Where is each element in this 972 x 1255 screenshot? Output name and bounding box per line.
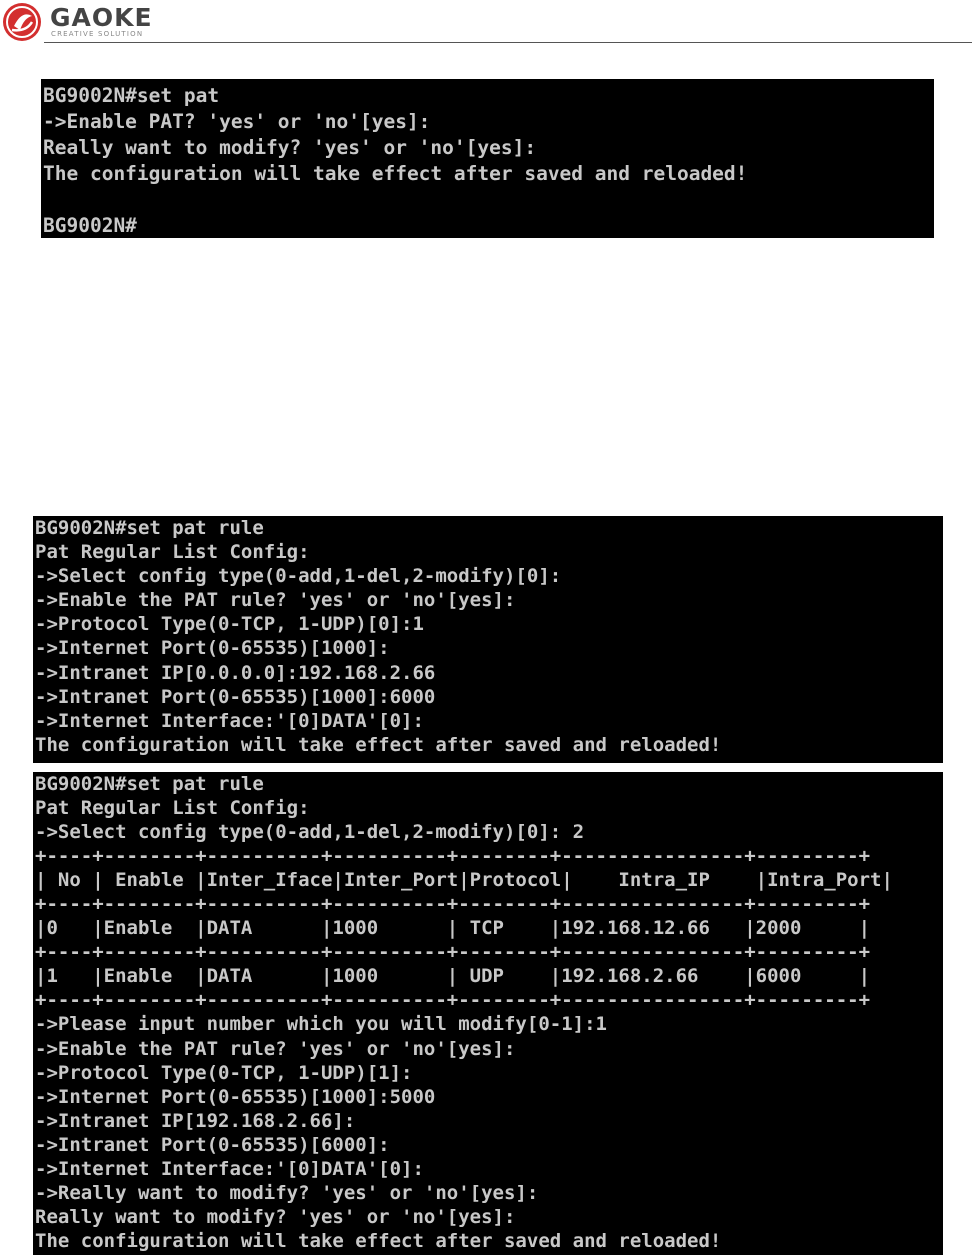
terminal-line: ->Protocol Type(0-TCP, 1-UDP)[1]: bbox=[35, 1061, 413, 1084]
terminal-line: ->Please input number which you will modify[0-1]:1 bbox=[35, 1013, 607, 1036]
table-header-row: | No | Enable |Inter_Iface|Inter_Port|Protocol| Intra_IP |Intra_Port| bbox=[35, 869, 893, 892]
terminal-set-pat-rule-add bbox=[33, 516, 943, 763]
terminal-line: ->Really want to modify? 'yes' or 'no'[yes]: bbox=[35, 1181, 539, 1204]
terminal-line: ->Enable PAT? 'yes' or 'no'[yes]: bbox=[43, 110, 431, 133]
terminal-line: ->Intranet IP[192.168.2.66]: bbox=[35, 1109, 356, 1132]
terminal-line: ->Intranet Port(0-65535)[1000]:6000 bbox=[35, 685, 436, 708]
page-header bbox=[0, 0, 972, 44]
terminal-line: ->Internet Interface:'[0]DATA'[0]: bbox=[35, 1157, 424, 1180]
table-row: |0 |Enable |DATA |1000 | TCP |192.168.12.66 |2000 | bbox=[35, 917, 871, 940]
terminal-line: ->Intranet Port(0-65535)[6000]: bbox=[35, 1133, 390, 1156]
terminal-line: Pat Regular List Config: bbox=[35, 797, 310, 820]
terminal-line: ->Select config type(0-add,1-del,2-modify)[0]: 2 bbox=[35, 821, 585, 844]
terminal-line: The configuration will take effect after saved and reloaded! bbox=[35, 1229, 722, 1252]
terminal-line: BG9002N#set pat rule bbox=[35, 517, 264, 539]
terminal-line: ->Internet Port(0-65535)[1000]:5000 bbox=[35, 1085, 436, 1108]
terminal-line bbox=[43, 187, 934, 213]
table-row: |1 |Enable |DATA |1000 | UDP |192.168.2.66 |6000 | bbox=[35, 965, 871, 988]
brand-name: GAOKE bbox=[50, 3, 153, 32]
terminal-set-pat-rule-modify bbox=[33, 772, 943, 1255]
terminal-line: ->Internet Port(0-65535)[1000]: bbox=[35, 637, 390, 660]
terminal-line: Really want to modify? 'yes' or 'no'[yes]: bbox=[43, 136, 537, 159]
brand-tagline: CREATIVE SOLUTION bbox=[51, 30, 144, 38]
table-border: +----+--------+----------+----------+--------+----------------+---------+ bbox=[35, 941, 871, 964]
table-border: +----+--------+----------+----------+--------+----------------+---------+ bbox=[35, 893, 871, 916]
terminal-line: ->Select config type(0-add,1-del,2-modify)[0]: bbox=[35, 565, 562, 588]
terminal-line: ->Enable the PAT rule? 'yes' or 'no'[yes]: bbox=[35, 589, 516, 612]
terminal-line: Pat Regular List Config: bbox=[35, 541, 310, 564]
terminal-line: ->Intranet IP[0.0.0.0]:192.168.2.66 bbox=[35, 661, 436, 684]
terminal-line: Really want to modify? 'yes' or 'no'[yes]: bbox=[35, 1205, 516, 1228]
gaoke-logo-icon bbox=[2, 2, 42, 42]
table-border: +----+--------+----------+----------+--------+----------------+---------+ bbox=[35, 845, 871, 868]
terminal-set-pat bbox=[41, 79, 934, 238]
header-divider bbox=[44, 42, 972, 43]
terminal-line: ->Enable the PAT rule? 'yes' or 'no'[yes]: bbox=[35, 1037, 516, 1060]
terminal-line: The configuration will take effect after saved and reloaded! bbox=[43, 162, 748, 185]
terminal-line: The configuration will take effect after saved and reloaded! bbox=[35, 733, 722, 756]
terminal-prompt: BG9002N# bbox=[43, 214, 137, 237]
terminal-line: BG9002N#set pat rule bbox=[35, 773, 264, 795]
terminal-line: ->Protocol Type(0-TCP, 1-UDP)[0]:1 bbox=[35, 613, 424, 636]
terminal-line: BG9002N#set pat bbox=[43, 84, 220, 107]
table-border: +----+--------+----------+----------+--------+----------------+---------+ bbox=[35, 989, 871, 1012]
terminal-line: ->Internet Interface:'[0]DATA'[0]: bbox=[35, 709, 424, 732]
